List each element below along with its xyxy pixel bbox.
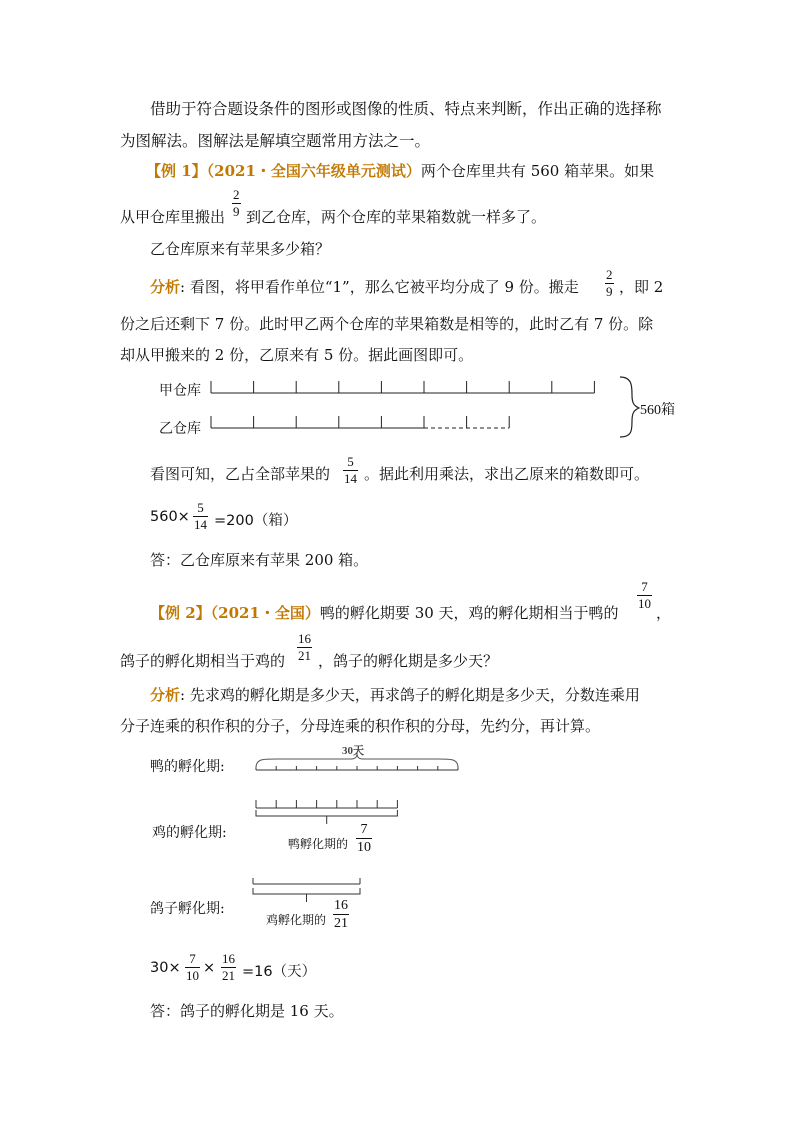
ex2-calc-fraction-2: 16 21 (222, 951, 235, 983)
intro-line-1: 借助于符合题设条件的图形或图像的性质、特点来判断，作出正确的选择称 (150, 100, 662, 118)
pigeon-note: 鸡孵化期的 (266, 913, 327, 927)
ex1-conclusion-fraction: 5 14 (344, 454, 357, 486)
duck-label: 鸭的孵化期: (150, 759, 225, 775)
ex2-calc-fraction-1: 7 10 (186, 951, 199, 983)
chicken-note-fraction: 7 10 (357, 822, 371, 855)
ex1-conclusion-post: 。据此利用乘法，求出乙原来的箱数即可。 (364, 465, 650, 483)
intro-line-2: 为图解法。图解法是解填空题常用方法之一。 (120, 132, 431, 150)
jia-label: 甲仓库 (159, 383, 201, 399)
pigeon-label: 鸽子孵化期: (150, 901, 225, 917)
ex1-analysis-fraction: 2 9 (606, 267, 613, 299)
ex2-question-fraction-1: 7 10 (638, 579, 651, 611)
ex2-calc-mid: × (203, 960, 216, 976)
total-560-label: 560箱 (640, 403, 675, 418)
ex2-analysis-label: 分析 (150, 686, 181, 704)
ex2-question-line-1: 【例 2】（2021・全国）鸭的孵化期要 30 天，鸡的孵化期相当于鸭的 (150, 604, 619, 622)
ex2-label: 【例 2】（2021・全国） (150, 604, 320, 622)
ex1-analysis-line-3: 却从甲搬来的 2 份，乙原来有 5 份。据此画图即可。 (120, 346, 474, 364)
ex1-question-text: 两个仓库里共有 560 箱苹果。如果 (420, 162, 655, 180)
chicken-note: 鸭孵化期的 (288, 837, 349, 851)
ex1-analysis-line-1-post: ，即 2 (619, 278, 664, 296)
ex1-analysis-line-2: 份之后还剩下 7 份。此时甲乙两个仓库的苹果箱数是相等的，此时乙有 7 份。除 (120, 315, 654, 333)
yi-label: 乙仓库 (159, 421, 201, 437)
ex2-calc-post: =16（天） (242, 964, 317, 980)
ex2-question-fraction-2: 16 21 (298, 631, 311, 663)
ex1-question-line-1 (146, 160, 654, 181)
duck-total-label: 30天 (342, 745, 364, 757)
ex2-question-line-2-pre: 鸽子的孵化期相当于鸡的 (120, 652, 286, 670)
ex1-analysis-line-1-pre: 分析: 看图，将甲看作单位“1”，那么它被平均分成了 9 份。搬走 (150, 278, 579, 296)
ex1-analysis-label: 分析 (150, 278, 181, 296)
chicken-label: 鸡的孵化期: (152, 825, 227, 841)
ex2-calc-pre: 30× (150, 960, 181, 976)
ex1-calc-post: =200（箱） (214, 513, 298, 529)
pigeon-note-fraction: 16 21 (334, 898, 348, 931)
ex2-question-line-1-post: ， (656, 604, 672, 622)
ex1-question-line-2-post: 到乙仓库，两个仓库的苹果箱数就一样多了。 (246, 208, 547, 226)
chicken-bracket (256, 810, 397, 816)
ex1-question-line-3: 乙仓库原来有苹果多少箱？ (150, 240, 331, 258)
ex1-label: 【例 1】（2021・全国六年级单元测试） (146, 162, 421, 180)
ex2-answer: 答：鸽子的孵化期是 16 天。 (150, 1002, 344, 1020)
ex2-analysis-line-2: 分子连乘的积作积的分子，分母连乘的积作积的分母，先约分，再计算。 (120, 717, 601, 735)
ex1-question-line-2-pre: 从甲仓库里搬出 (120, 208, 226, 226)
ex1-answer: 答：乙仓库原来有苹果 200 箱。 (150, 551, 369, 569)
total-brace (620, 377, 639, 437)
ex1-question-fraction: 2 9 (233, 187, 240, 219)
ex2-question-line-2-post: ，鸽子的孵化期是多少天？ (318, 652, 499, 670)
ex2-analysis-line-1: 分析: 先求鸡的孵化期是多少天，再求鸽子的孵化期是多少天，分数连乘用 (150, 686, 640, 704)
pigeon-bracket (253, 888, 360, 894)
ex1-calc-pre: 560× (150, 509, 190, 525)
ex1-calc-fraction: 5 14 (194, 500, 207, 532)
ex1-conclusion-pre: 看图可知，乙占全部苹果的 (150, 465, 331, 483)
